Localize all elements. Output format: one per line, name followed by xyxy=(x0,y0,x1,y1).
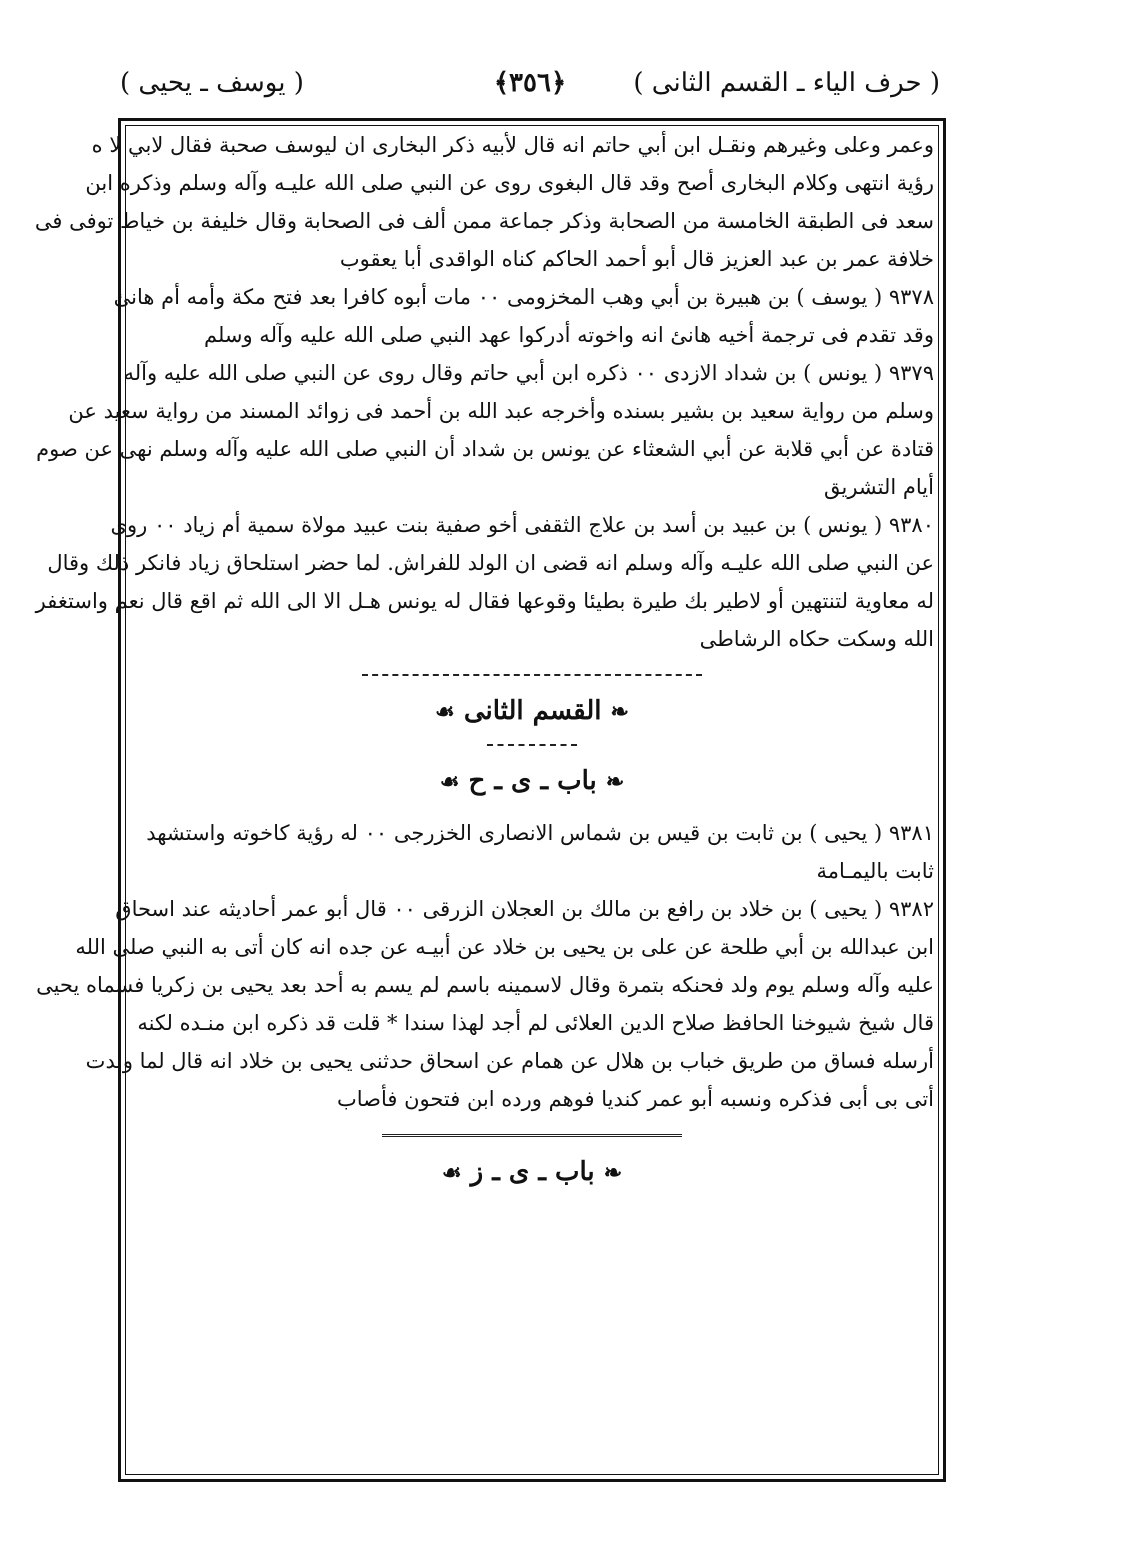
divider-rule xyxy=(362,674,702,676)
page-body xyxy=(34,126,934,1205)
section-heading-text: القسم الثانى xyxy=(463,696,602,726)
divider-rule-short xyxy=(487,744,577,746)
running-title-right: ( حرف الياء ـ القسم الثانى ) xyxy=(633,68,940,98)
ornament-icon: ☙ xyxy=(435,699,455,725)
text-line: وسلم من رواية سعيد بن بشير بسنده وأخرجه عبد الله بن أحمد فى زوائد المسند من رواية سعيد عن xyxy=(68,399,934,423)
chapter-heading xyxy=(130,1157,934,1187)
ornament-icon: ❧ xyxy=(610,699,629,725)
text-line: ٩٣٨٢ ( يحيى ) بن خلاد بن رافع بن مالك بن العجلان الزرقى ٠٠ قال أبو عمر أحاديثه عند اسحاق xyxy=(115,897,934,921)
text-line: ٩٣٧٩ ( يونس ) بن شداد الازدى ٠٠ ذكره ابن أبي حاتم وقال روى عن النبي صلى الله عليه وآله xyxy=(123,361,934,385)
text-line: خلافة عمر بن عبد العزيز قال أبو أحمد الحاكم كناه الواقدى أبا يعقوب xyxy=(339,247,934,271)
section-heading xyxy=(130,696,934,726)
entry-9380 xyxy=(35,506,934,658)
text-line: أرسله فساق من طريق خباب بن هلال عن همام عن اسحاق حدثنى يحيى بن خلاد انه قال لما ولدت xyxy=(85,1049,934,1073)
chapter-heading-text: باب ـ ى ـ ز xyxy=(470,1157,595,1187)
text-line: عن النبي صلى الله عليـه وآله وسلم انه قضى ان الولد للفراش. لما حضر استلحاق زياد فانكر ذلك وقال xyxy=(47,551,934,575)
entry-continuation xyxy=(34,126,934,278)
ornament-icon: ❧ xyxy=(603,1160,623,1186)
text-line: ٩٣٧٨ ( يوسف ) بن هبيرة بن أبي وهب المخزومى ٠٠ مات أبوه كافرا بعد فتح مكة وأمه أم هانئ xyxy=(113,285,934,309)
text-line: سعد فى الطبقة الخامسة من الصحابة وذكر جماعة ممن ألف فى الصحابة وقال خليفة بن خياط توفى فى xyxy=(34,209,934,233)
entry-9378 xyxy=(113,278,934,354)
text-line: أتى بى أبى فذكره ونسبه أبو عمر كنديا فوهم ورده ابن فتحون فأصاب xyxy=(336,1087,934,1111)
text-line: الله وسكت حكاه الرشاطى xyxy=(699,627,934,651)
divider-double-rule xyxy=(382,1134,682,1137)
chapter-heading xyxy=(130,766,934,796)
text-line: وعمر وعلى وغيرهم ونقـل ابن أبي حاتم انه قال لأبيه ذكر البخارى ان ليوسف صحبة فقال لابي لا ه xyxy=(91,133,934,157)
text-line: ابن عبدالله بن أبي طلحة عن على بن يحيى بن خلاد عن أبيـه عن جده انه كان أتى به النبي صلى الله xyxy=(75,935,934,959)
ornament-icon: ☙ xyxy=(441,1160,462,1186)
ornament-icon: ❧ xyxy=(605,769,625,795)
text-line: قتادة عن أبي قلابة عن أبي الشعثاء عن يونس بن شداد أن النبي صلى الله عليه وآله وسلم نهى عن صوم xyxy=(36,437,934,461)
text-line: أيام التشريق xyxy=(823,475,934,499)
text-line: ٩٣٨١ ( يحيى ) بن ثابت بن قيس بن شماس الانصارى الخزرجى ٠٠ له رؤية كاخوته واستشهد xyxy=(146,821,934,845)
entry-9382 xyxy=(36,890,934,1118)
text-line: عليه وآله وسلم يوم ولد فحنكه بتمرة وقال لاسمينه باسم لم يسم به أحد بعد يحيى بن زكريا فسماه يحيى xyxy=(36,973,934,997)
text-line: ٩٣٨٠ ( يونس ) بن عبيد بن أسد بن علاج الثقفى أخو صفية بنت عبيد مولاة سمية أم زياد ٠٠ روى xyxy=(110,513,934,537)
entry-9379 xyxy=(36,354,934,506)
text-line: ثابت باليمـامة xyxy=(816,859,934,883)
ornament-icon: ☙ xyxy=(439,769,460,795)
text-line: قال شيخ شيوخنا الحافظ صلاح الدين العلائى لم أجد لهذا سندا * قلت قد ذكره ابن منـده لكنه xyxy=(137,1011,934,1035)
text-line: رؤية انتهى وكلام البخارى أصح وقد قال البغوى روى عن النبي صلى الله عليـه وآله وسلم وذكره ابن xyxy=(85,171,934,195)
text-line: له معاوية لتنتهين أو لاطير بك طيرة بطيئا وقوعها فقال له يونس هـل الا الى الله ثم اقع قال نعم واستغفر xyxy=(35,589,934,613)
chapter-heading-text: باب ـ ى ـ ح xyxy=(468,766,597,796)
running-title-left: ( يوسف ـ يحيى ) xyxy=(120,68,304,98)
page-header xyxy=(120,68,940,118)
page-number: ﴿٣٥٦﴾ xyxy=(493,68,567,98)
text-line: وقد تقدم فى ترجمة أخيه هانئ انه واخوته أدركوا عهد النبي صلى الله عليه وآله وسلم xyxy=(203,323,934,347)
entry-9381 xyxy=(130,814,934,890)
